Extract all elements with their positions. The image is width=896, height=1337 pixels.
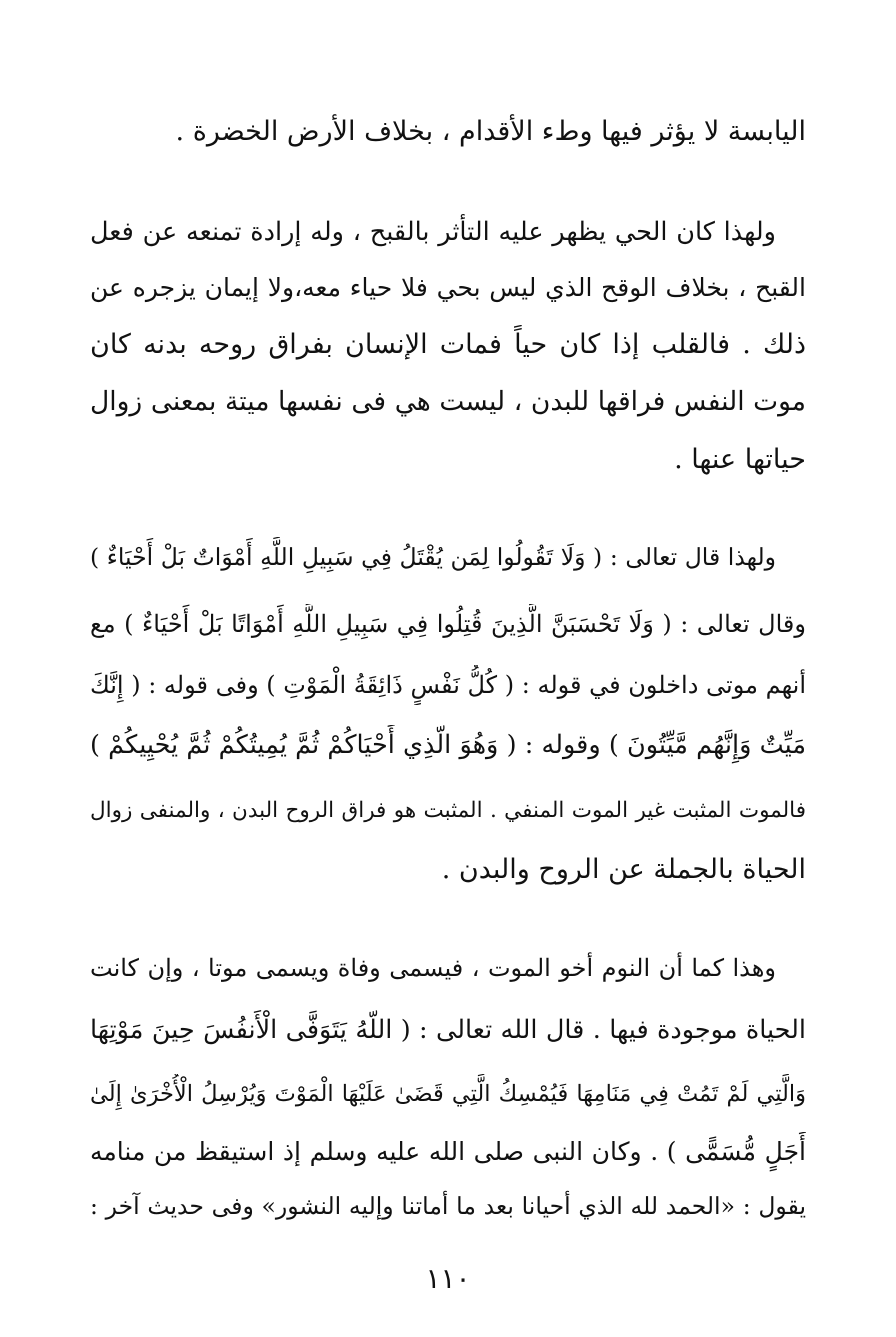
text-line: حياتها عنها . xyxy=(674,444,806,475)
text-line: وقال تعالى : ( وَلَا تَحْسَبَنَّ الَّذِينَ قُتِلُوا فِي سَبِيلِ اللَّهِ أَمْوَاتًا بَلْ أَحْيَاءٌ ) مع xyxy=(90,610,806,638)
text-line: أنهم موتى داخلون في قوله : ( كُلُّ نَفْسٍ ذَائِقَةُ الْمَوْتِ ) وفى قوله : ( إِنَّكَ xyxy=(90,671,806,699)
text-line: فالموت المثبت غير الموت المنفي . المثبت هو فراق الروح البدن ، والمنفى زوال xyxy=(90,798,806,823)
text-line: الحياة موجودة فيها . قال الله تعالى : ( اللَّهُ يَتَوَفَّى الْأَنفُسَ حِينَ مَوْتِهَا xyxy=(90,1015,806,1045)
page-number: ١١٠ xyxy=(425,1262,471,1295)
text-line: ولهذا كان الحي يظهر عليه التأثر بالقبح ، وله إرادة تمنعه عن فعل xyxy=(90,217,776,247)
text-line: يقول : «الحمد لله الذي أحيانا بعد ما أماتنا وإليه النشور» وفى حديث آخر : xyxy=(90,1192,806,1220)
text-line: الحياة بالجملة عن الروح والبدن . xyxy=(441,854,806,885)
text-line: ولهذا قال تعالى : ( وَلَا تَقُولُوا لِمَن يُقْتَلُ فِي سَبِيلِ اللَّهِ أَمْوَاتٌ بَلْ أَحْيَاءٌ ) xyxy=(90,543,776,571)
text-line: مَيِّتٌ وَإِنَّهُم مَّيِّتُونَ ) وقوله : ( وَهُوَ الَّذِي أَحْيَاكُمْ ثُمَّ يُمِيتُكُمْ ثُمَّ يُحْيِيكُمْ ) xyxy=(90,730,806,760)
text-line: موت النفس فراقها للبدن ، ليست هي فى نفسها ميتة بمعنى زوال xyxy=(90,386,806,417)
text-line: القبح ، بخلاف الوقح الذي ليس بحي فلا حياء معه،ولا إيمان يزجره عن xyxy=(90,273,806,302)
text-line: أَجَلٍ مُّسَمًّى ) . وكان النبى صلى الله عليه وسلم إذ استيقظ من منامه xyxy=(90,1137,806,1166)
text-line: اليابسة لا يؤثر فيها وطء الأقدام ، بخلاف الأرض الخضرة . xyxy=(175,116,806,147)
text-line: وهذا كما أن النوم أخو الموت ، فيسمى وفاة ويسمى موتا ، وإن كانت xyxy=(90,954,776,982)
text-line: ذلك . فالقلب إذا كان حياً فمات الإنسان بفراق روحه بدنه كان xyxy=(90,329,806,360)
text-line: وَالَّتِي لَمْ تَمُتْ فِي مَنَامِهَا فَيُمْسِكُ الَّتِي قَضَىٰ عَلَيْهَا الْمَوْتَ وَيُرْسِلُ الْأُخْرَىٰ إِلَىٰ xyxy=(90,1081,806,1107)
